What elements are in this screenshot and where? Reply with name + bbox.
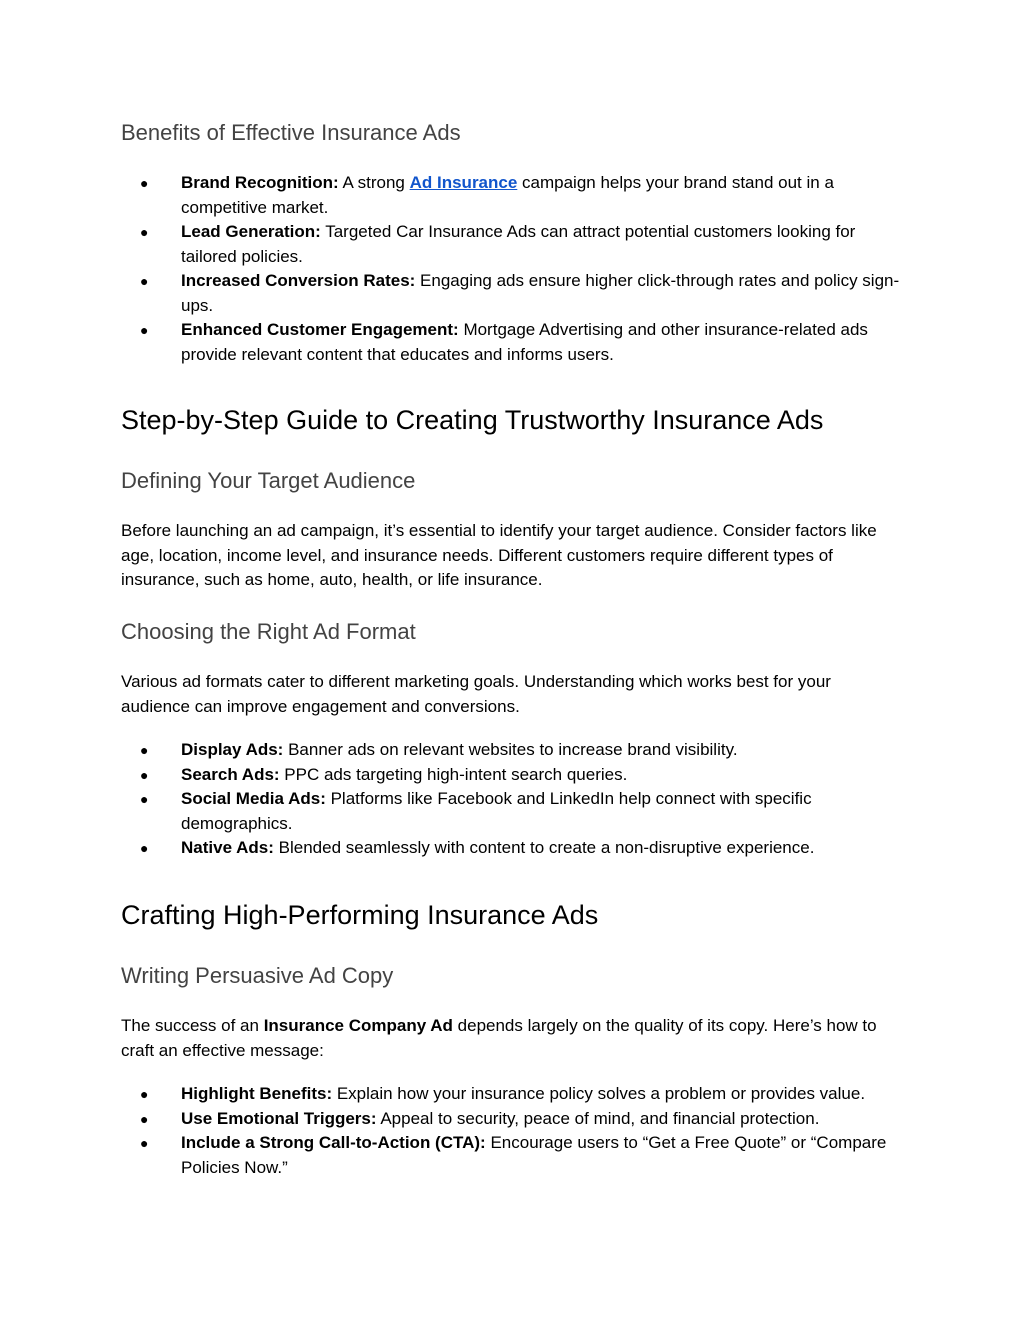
item-text: Appeal to security, peace of mind, and financial protection. (376, 1108, 820, 1128)
list-item (121, 1107, 901, 1132)
guide-heading: Step-by-Step Guide to Creating Trustworthy Insurance Ads (121, 405, 824, 435)
bullet-icon: ● (140, 322, 149, 338)
item-text: A strong (338, 173, 410, 192)
list-item (121, 763, 901, 788)
bullet-icon: ● (140, 175, 149, 191)
ad-insurance-link[interactable]: Ad Insurance (409, 173, 518, 192)
audience-heading: Defining Your Target Audience (121, 468, 416, 493)
list-item (121, 1082, 901, 1107)
copy-list (121, 1082, 901, 1180)
item-term: Brand Recognition: (181, 173, 339, 192)
crafting-heading: Crafting High-Performing Insurance Ads (121, 900, 599, 930)
list-item (121, 318, 901, 367)
item-term: Include a Strong Call-to-Action (CTA): (181, 1133, 486, 1152)
bullet-icon: ● (140, 840, 149, 856)
copy-heading: Writing Persuasive Ad Copy (121, 963, 394, 988)
item-text: campaign helps your brand stand out in a competitive market. (181, 173, 834, 217)
paragraph-bold: Insurance Company Ad (263, 1016, 453, 1035)
item-term: Native Ads: (181, 838, 274, 857)
bullet-icon: ● (140, 766, 149, 783)
bullet-icon: ● (140, 1086, 149, 1102)
bullet-icon: ● (140, 224, 149, 240)
list-item (121, 220, 901, 269)
item-text: Platforms like Facebook and LinkedIn help connect with specific demographics. (181, 789, 812, 833)
bullet-icon: ● (140, 742, 149, 758)
format-paragraph: Various ad formats cater to different marketing goals. Understanding which works best for your audience can improve engagement and conversions. (121, 672, 831, 716)
bullet-icon: ● (140, 791, 149, 807)
list-item (121, 171, 901, 220)
item-text: Banner ads on relevant websites to increase brand visibility. (283, 740, 738, 759)
list-item (121, 836, 901, 861)
item-text: Mortgage Advertising and other insurance-related ads provide relevant content that educates and informs users. (181, 320, 868, 364)
bullet-icon: ● (140, 1110, 149, 1127)
format-list (121, 738, 901, 861)
paragraph-text: The success of an (121, 1016, 264, 1035)
item-term: Search Ads: (181, 764, 280, 784)
item-text: Engaging ads ensure higher click-through rates and policy sign-ups. (181, 271, 900, 315)
item-term: Highlight Benefits: (181, 1084, 333, 1103)
benefits-list (121, 171, 901, 367)
copy-paragraph (121, 1014, 901, 1063)
item-text: Targeted Car Insurance Ads can attract potential customers looking for tailored policies. (181, 222, 856, 266)
list-item (121, 1131, 901, 1180)
item-text: Encourage users to “Get a Free Quote” or “Compare Policies Now.” (181, 1133, 887, 1177)
item-term: Display Ads: (181, 740, 284, 759)
benefits-heading: Benefits of Effective Insurance Ads (121, 120, 461, 145)
paragraph-text: depends largely on the quality of its copy. Here’s how to craft an effective message: (121, 1016, 877, 1060)
item-term: Enhanced Customer Engagement: (181, 320, 459, 339)
bullet-icon: ● (140, 273, 149, 289)
item-term: Increased Conversion Rates: (181, 271, 416, 290)
item-text: Explain how your insurance policy solves a problem or provides value. (332, 1084, 866, 1103)
item-term: Use Emotional Triggers: (181, 1108, 377, 1128)
audience-paragraph: Before launching an ad campaign, it’s essential to identify your target audience. Consider factors like age, location, income level, and insurance needs. Different customers require different types of insurance, such as home, auto, health, or life insurance. (121, 521, 877, 589)
format-heading: Choosing the Right Ad Format (121, 619, 416, 644)
list-item (121, 269, 901, 318)
list-item (121, 738, 901, 763)
item-text: PPC ads targeting high-intent search queries. (279, 764, 628, 784)
bullet-icon: ● (140, 1135, 149, 1151)
item-term: Social Media Ads: (181, 789, 326, 808)
item-term: Lead Generation: (181, 222, 321, 241)
item-text: Blended seamlessly with content to create a non-disruptive experience. (273, 838, 815, 857)
list-item (121, 787, 901, 836)
